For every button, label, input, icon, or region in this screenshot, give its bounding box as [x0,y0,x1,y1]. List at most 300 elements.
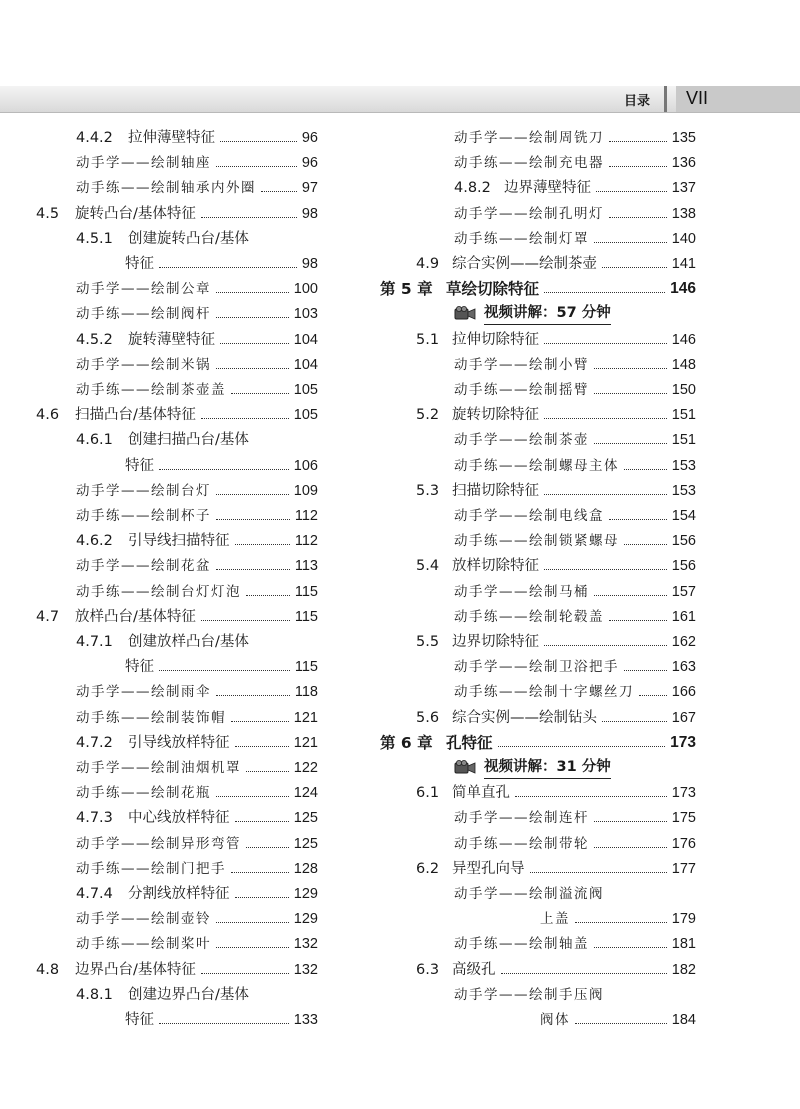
leader-dots [235,731,289,755]
toc-entry-cont [125,655,318,679]
entry-page-number: 181 [671,936,696,953]
toc-entry-ex [76,504,318,528]
entry-title: 创建旋转凸台/基体 [128,230,249,247]
entry-title: 动手学——绘制周铣刀 [454,130,604,146]
entry-title: 动手学——绘制米锅 [76,356,211,373]
toc-entry-ex [76,907,318,931]
toc-entry-ex [454,353,696,377]
leader-dots [609,605,667,629]
leader-dots [624,454,667,478]
toc-entry-cont [125,1008,318,1032]
entry-title: 动手学——绘制茶壶 [454,432,589,449]
leader-dots [220,126,297,150]
toc-entry-sub [76,126,318,150]
leader-dots [235,806,289,830]
leader-dots [201,605,290,629]
entry-page-number: 96 [301,155,318,172]
toc-entry-sec [416,479,696,503]
entry-page-number: 129 [293,886,318,902]
leader-dots [216,277,289,301]
entry-page-number: 115 [294,608,318,625]
entry-page-number: 104 [293,356,318,373]
leader-dots [501,958,667,982]
entry-title: 旋转薄壁特征 [128,331,215,348]
entry-page-number: 112 [294,508,318,524]
entry-title: 拉伸切除特征 [452,331,539,348]
entry-page-number: 104 [293,331,318,348]
entry-title: 边界薄壁特征 [504,180,591,197]
leader-dots [201,958,289,982]
entry-title: 动手学——绘制卫浴把手 [454,659,619,676]
toc-entry-ex [454,227,696,251]
entry-number: 6.2 [416,860,440,877]
entry-page-number: 132 [293,961,318,978]
leader-dots [231,706,289,730]
entry-page-number: 121 [293,709,318,726]
leader-dots [216,907,289,931]
entry-page-number: 105 [293,407,318,424]
entry-number: 第 6 章 [380,733,433,752]
entry-title: 高级孔 [452,961,496,978]
leader-dots [544,630,667,654]
entry-page-number: 157 [671,583,696,600]
toc-entry-sec [416,328,696,352]
entry-number: 5.1 [416,331,440,348]
entry-number: 4.5.2 [76,331,113,348]
entry-title: 动手练——绘制杯子 [76,508,211,524]
entry-page-number: 100 [293,281,318,298]
toc-entry-ex [454,806,696,830]
entry-page-number: 118 [294,684,318,701]
toc-entry-sec [416,781,696,805]
entry-title: 特征 [125,1012,154,1028]
entry-title: 动手练——绘制轴盖 [454,936,589,953]
entry-number: 4.8.1 [76,986,113,1003]
leader-dots [575,907,667,931]
entry-title: 草绘切除特征 [446,280,540,299]
leader-dots [216,932,289,956]
leader-dots [530,857,667,881]
entry-page-number: 173 [670,733,696,751]
leader-dots [231,378,289,402]
toc-entry-sec [416,554,696,578]
entry-title: 动手练——绘制阀杆 [76,306,211,323]
entry-number: 5.3 [416,482,440,499]
entry-title: 动手学——绘制台灯 [76,482,211,499]
leader-dots [216,302,289,326]
entry-page-number: 96 [301,130,318,146]
entry-title: 创建扫描凸台/基体 [128,432,249,449]
entry-title: 创建放样凸台/基体 [128,634,249,650]
leader-dots [216,479,289,503]
entry-page-number: 98 [301,205,318,222]
toc-entry-sec [416,958,696,982]
leader-dots [231,857,289,881]
toc-entry-cont [125,454,318,478]
entry-page-number: 135 [671,130,696,146]
entry-page-number: 156 [671,558,696,575]
toc-entry-ex [76,277,318,301]
entry-page-number: 173 [671,785,696,802]
entry-number: 4.7.3 [76,810,113,827]
leader-dots [575,1008,667,1032]
entry-page-number: 184 [671,1012,696,1028]
page-number-tab [676,86,800,112]
entry-title: 引导线放样特征 [128,734,230,751]
video-camera-icon [454,306,476,321]
entry-number: 4.8 [36,961,60,978]
entry-title: 上盖 [540,911,570,928]
toc-entry-ex [454,529,696,553]
entry-page-number: 105 [293,382,318,398]
leader-dots [594,378,667,402]
entry-number: 4.4.2 [76,130,113,146]
toc-entry-ex [454,504,696,528]
toc-entry-ex [454,126,696,150]
toc-entry-ex [76,302,318,326]
toc-entry-ex [454,655,696,679]
toc-entry-sub [76,428,318,452]
entry-title: 动手学——绘制小臂 [454,356,589,373]
entry-page-number: 151 [671,407,696,424]
entry-title: 特征 [125,256,154,272]
toc-entry-cont [125,252,318,276]
entry-title: 旋转凸台/基体特征 [75,205,196,222]
toc-entry-ex [454,832,696,856]
entry-title: 动手练——绘制茶壶盖 [76,382,226,398]
leader-dots [624,529,667,553]
entry-title: 动手学——绘制马桶 [454,583,589,600]
toc-entry-ex [454,454,696,478]
entry-title: 放样凸台/基体特征 [75,608,196,625]
entry-title: 动手练——绘制锁紧螺母 [454,533,619,550]
header-divider [664,86,667,112]
toc-entry-sec [416,706,696,730]
entry-page-number: 175 [671,810,696,827]
entry-title: 引导线扫描特征 [128,533,230,550]
toc-entry-sub [76,731,318,755]
leader-dots [216,680,290,704]
entry-title: 动手学——绘制雨伞 [76,684,211,701]
toc-entry-sub [76,328,318,352]
leader-dots [609,202,667,226]
leader-dots [159,252,297,276]
entry-page-number: 103 [293,306,318,323]
leader-dots [216,781,289,805]
toc-entry-excont [540,1008,696,1032]
leader-dots [201,403,289,427]
leader-dots [602,252,667,276]
entry-page-number: 136 [671,155,696,172]
toc-entry-ex [454,680,696,704]
entry-number: 4.5 [36,205,60,222]
toc-entry-ex [76,706,318,730]
toc-entry-ex [76,580,318,604]
entry-page-number: 106 [293,457,318,474]
entry-page-number: 98 [301,256,318,272]
toc-entry-sub [76,983,318,1007]
entry-number: 5.6 [416,709,440,726]
entry-title: 动手练——绘制十字螺丝刀 [454,684,634,701]
entry-page-number: 133 [293,1012,318,1028]
leader-dots [594,227,667,251]
entry-number: 第 5 章 [380,280,433,299]
entry-title: 扫描凸台/基体特征 [75,407,196,424]
entry-title: 中心线放样特征 [128,810,230,827]
entry-page-number: 141 [671,256,696,272]
toc-entry-sub [76,529,318,553]
toc-entry-ex [76,151,318,175]
entry-number: 4.7.2 [76,734,113,751]
entry-title: 动手学——绘制溢流阀 [454,886,604,902]
entry-page-number: 140 [671,230,696,247]
toc-entry-sec [36,403,318,427]
entry-title: 动手练——绘制带轮 [454,835,589,852]
leader-dots [594,806,667,830]
entry-title: 孔特征 [446,733,493,752]
leader-dots [159,454,289,478]
toc-entry-ex [454,202,696,226]
entry-title: 分割线放样特征 [128,886,230,902]
toc-entry-chap [380,277,696,301]
entry-title: 动手练——绘制轴承内外圈 [76,180,256,197]
leader-dots [544,328,667,352]
leader-dots [235,529,290,553]
entry-title: 动手练——绘制轮毂盖 [454,608,604,625]
entry-title: 动手学——绘制异形弯管 [76,835,241,852]
running-head-title: 目录 [624,94,651,109]
leader-dots [544,554,667,578]
toc-entry-ex [76,479,318,503]
entry-number: 4.8.2 [454,180,491,197]
toc-entry-sec [416,857,696,881]
entry-title: 特征 [125,659,154,676]
entry-page-number: 129 [293,911,318,928]
toc-entry-ex [454,151,696,175]
entry-title: 动手练——绘制摇臂 [454,382,589,398]
entry-page-number: 150 [671,382,696,398]
leader-dots [246,756,289,780]
toc-entry-ex [76,781,318,805]
toc-entry-ex [76,176,318,200]
entry-page-number: 115 [294,583,318,600]
leader-dots [594,428,667,452]
entry-page-number: 125 [293,835,318,852]
entry-page-number: 182 [671,961,696,978]
entry-number: 4.7 [36,608,60,625]
leader-dots [609,126,667,150]
toc-entry-ex [76,932,318,956]
toc-entry-ex [454,983,696,1007]
toc-entry-ex [76,554,318,578]
leader-dots [220,328,289,352]
entry-page-number: 97 [301,180,318,197]
leader-dots [235,882,289,906]
video-duration-text: 视频讲解：57 分钟 [484,302,611,325]
entry-page-number: 122 [293,760,318,776]
entry-number: 6.3 [416,961,440,978]
entry-title: 简单直孔 [452,785,510,802]
entry-title: 动手学——绘制轴座 [76,155,211,172]
entry-title: 综合实例——绘制茶壶 [452,256,597,272]
toc-entry-sec [36,605,318,629]
entry-page-number: 156 [671,533,696,550]
leader-dots [216,554,290,578]
entry-title: 动手练——绘制装饰帽 [76,709,226,726]
entry-page-number: 177 [671,860,696,877]
toc-entry-sub [76,630,318,654]
leader-dots [594,353,667,377]
entry-page-number: 161 [671,608,696,625]
toc-entry-ex [76,756,318,780]
toc-entry-sub [454,176,696,200]
toc-entry-sec [416,630,696,654]
entry-page-number: 153 [671,482,696,499]
toc-entry-sec [416,252,696,276]
leader-dots [246,832,289,856]
entry-title: 阀体 [540,1012,570,1028]
entry-title: 边界切除特征 [452,634,539,650]
toc-entry-ex [454,428,696,452]
toc-entry-ex [76,832,318,856]
entry-title: 动手学——绘制孔明灯 [454,205,604,222]
entry-number: 4.6.2 [76,533,113,550]
entry-page-number: 128 [293,860,318,877]
entry-title: 动手学——绘制电线盒 [454,508,604,524]
toc-entry-sec [36,202,318,226]
entry-title: 特征 [125,457,154,474]
toc-entry-sub [76,882,318,906]
leader-dots [246,580,290,604]
entry-page-number: 167 [671,709,696,726]
entry-number: 5.2 [416,407,440,424]
leader-dots [602,706,667,730]
leader-dots [216,353,289,377]
video-duration-text: 视频讲解：31 分钟 [484,756,611,779]
entry-title: 动手学——绘制公章 [76,281,211,298]
leader-dots [216,151,297,175]
entry-title: 放样切除特征 [452,558,539,575]
entry-page-number: 109 [293,482,318,499]
toc-entry-excont [540,907,696,931]
entry-page-number: 148 [671,356,696,373]
leader-dots [261,176,297,200]
entry-number: 4.7.4 [76,886,113,902]
entry-page-number: 125 [293,810,318,827]
entry-title: 动手学——绘制连杆 [454,810,589,827]
entry-title: 异型孔向导 [452,860,525,877]
entry-page-number: 154 [671,508,696,524]
toc-entry-sec [416,403,696,427]
toc-entry-sub [76,806,318,830]
entry-number: 4.9 [416,256,440,272]
entry-page-number: 124 [293,785,318,802]
entry-page-number: 115 [294,659,318,676]
entry-title: 拉伸薄壁特征 [128,130,215,146]
entry-title: 动手练——绘制台灯灯泡 [76,583,241,600]
entry-number: 5.5 [416,634,440,650]
entry-page-number: 146 [670,280,696,298]
toc-entry-ex [76,353,318,377]
entry-page-number: 163 [671,659,696,676]
entry-title: 动手练——绘制充电器 [454,155,604,172]
entry-number: 4.6 [36,407,60,424]
entry-title: 旋转切除特征 [452,407,539,424]
toc-entry-ex [454,932,696,956]
entry-page-number: 151 [671,432,696,449]
toc-entry-ex [454,882,696,906]
entry-number: 5.4 [416,558,440,575]
leader-dots [639,680,667,704]
entry-page-number: 153 [671,457,696,474]
entry-page-number: 166 [671,684,696,701]
entry-title: 动手练——绘制桨叶 [76,936,211,953]
entry-title: 动手学——绘制壶铃 [76,911,211,928]
page-number: VII [686,88,709,108]
leader-dots [609,504,667,528]
entry-title: 动手学——绘制花盆 [76,558,211,575]
entry-title: 综合实例——绘制钻头 [452,709,597,726]
leader-dots [624,655,667,679]
leader-dots [216,504,290,528]
entry-title: 动手练——绘制花瓶 [76,785,211,802]
entry-title: 动手练——绘制门把手 [76,860,226,877]
toc-entry-chap [380,731,696,755]
toc-entry-ex [76,680,318,704]
toc-entry-ex [76,378,318,402]
entry-page-number: 137 [671,180,696,197]
leader-dots [544,403,667,427]
entry-page-number: 176 [671,835,696,852]
leader-dots [498,731,666,755]
entry-number: 4.5.1 [76,230,113,247]
leader-dots [159,655,290,679]
leader-dots [594,832,667,856]
entry-page-number: 112 [294,533,318,550]
toc-entry-ex [454,378,696,402]
entry-page-number: 138 [671,205,696,222]
leader-dots [609,151,667,175]
leader-dots [544,277,665,301]
entry-number: 4.7.1 [76,634,113,650]
entry-number: 4.6.1 [76,432,113,449]
toc-entry-ex [76,857,318,881]
entry-page-number: 132 [293,936,318,953]
entry-title: 创建边界凸台/基体 [128,986,249,1003]
leader-dots [515,781,667,805]
entry-page-number: 113 [294,558,318,575]
toc-entry-ex [454,580,696,604]
entry-title: 边界凸台/基体特征 [75,961,196,978]
leader-dots [596,176,667,200]
leader-dots [159,1008,289,1032]
leader-dots [594,932,667,956]
toc-entry-sub [76,227,318,251]
entry-title: 动手学——绘制手压阀 [454,986,604,1003]
toc-entry-ex [454,605,696,629]
entry-page-number: 179 [671,911,696,928]
entry-page-number: 162 [671,634,696,650]
leader-dots [544,479,667,503]
entry-title: 动手练——绘制灯罩 [454,230,589,247]
entry-number: 6.1 [416,785,440,802]
toc-entry-sec [36,958,318,982]
leader-dots [594,580,667,604]
video-camera-icon [454,760,476,775]
leader-dots [201,202,297,226]
entry-title: 动手学——绘制油烟机罩 [76,760,241,776]
entry-page-number: 121 [293,734,318,751]
